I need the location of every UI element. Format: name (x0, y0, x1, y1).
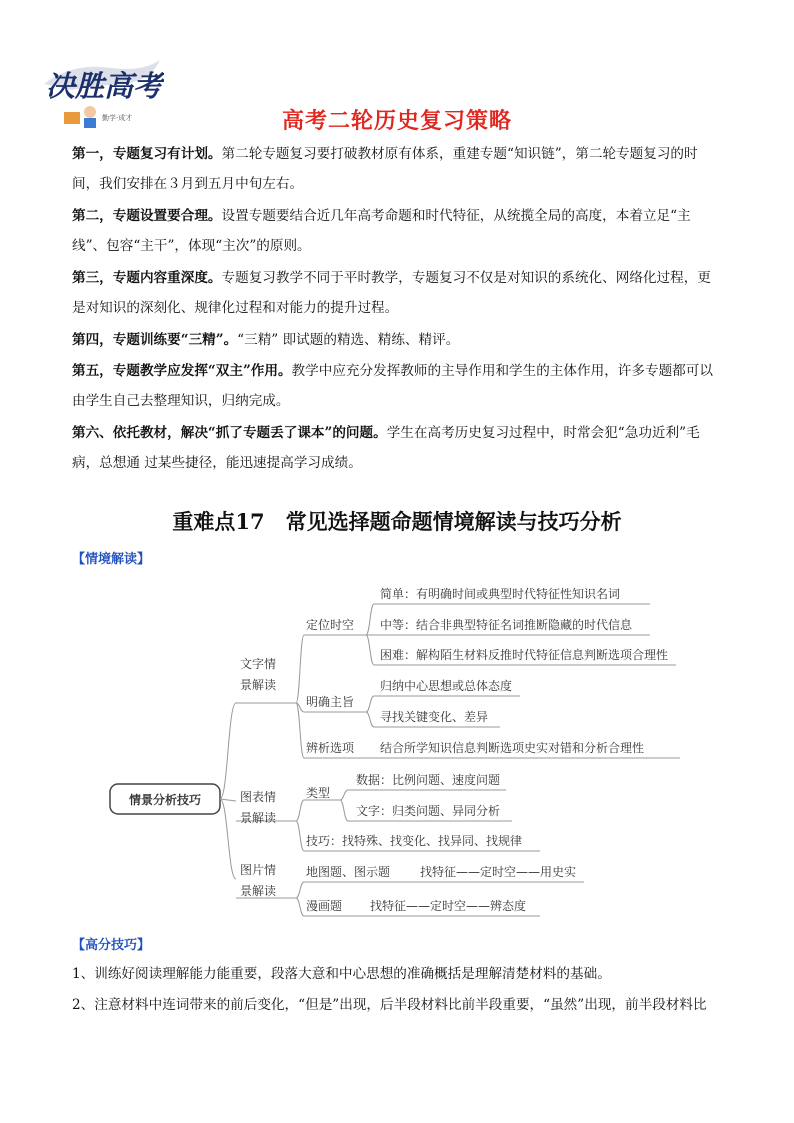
paragraph-lead: 第四，专题训练要“三精”。 (72, 332, 238, 348)
paragraph-lead: 第五，专题教学应发挥“双主”作用。 (72, 363, 292, 379)
paragraph-1 (72, 139, 724, 199)
tip-2: 2、注意材料中连词带来的前后变化，“但是”出现，后半段材料比前半段重要，“虽然”出现，前半段材料比 (72, 997, 707, 1013)
node-data: 数据：比例问题、速度问题 (356, 773, 501, 787)
branch-text-scenario-l1: 文字情 (240, 657, 277, 671)
tip-1: 1、训练好阅读理解能力能重要，段落大意和中心思想的准确概括是理解清楚材料的基础。 (72, 966, 611, 982)
node-map-diagram: 地图题、图示题 (306, 865, 391, 879)
section-tag-tips: 【高分技巧】 (72, 938, 151, 953)
node-summarize: 归纳中心思想或总体态度 (380, 679, 513, 693)
paragraph-5 (72, 356, 724, 416)
node-cartoon-method: 找特征——定时空——辨态度 (370, 899, 527, 913)
paragraph-body: “三精” 即试题的精选、精练、精评。 (237, 332, 460, 348)
node-cartoon: 漫画题 (306, 899, 343, 913)
node-hard: 困难：解构陌生材料反推时代特征信息判断选项合理性 (380, 648, 669, 662)
node-medium: 中等：结合非典型特征名词推断隐藏的时代信息 (380, 618, 633, 632)
node-judge-options: 结合所学知识信息判断选项史实对错和分析合理性 (380, 741, 645, 755)
branch-chart-scenario-l2: 景解读 (240, 811, 277, 825)
paragraph-body: 教学中应充分发挥教师的主导作用和学生的主体作用，许多专题都可以由学生自己去整理知识，归纳完成。 (72, 363, 713, 409)
paragraph-body: 专题复习教学不同于平时教学，专题复习不仅是对知识的系统化、网络化过程，更是对知识的深刻化、规律化过程和对能力的提升过程。 (72, 270, 711, 316)
branch-image-scenario-l2: 景解读 (240, 884, 277, 898)
paragraph-body: 学生在高考历史复习过程中，时常会犯“急功近利”毛病，总想通 过某些捷径，能迅速提高学习成绩。 (72, 425, 700, 471)
paragraph-body: 第二轮专题复习要打破教材原有体系，重建专题“知识链”，第二轮专题复习的时间，我们安排在３月到五月中旬左右。 (72, 146, 698, 192)
node-locate-time: 定位时空 (306, 618, 355, 632)
node-map-method: 找特征——定时空——用史实 (420, 865, 577, 879)
paragraph-lead: 第三，专题内容重深度。 (72, 270, 222, 286)
node-main-idea: 明确主旨 (306, 695, 355, 709)
logo-sub: 勤学·成才 (102, 114, 133, 122)
paragraph-6 (72, 418, 724, 478)
node-analyze-options: 辨析选项 (306, 741, 355, 755)
branch-chart-scenario-l1: 图表情 (240, 790, 277, 804)
paragraph-lead: 第六、依托教材，解决“抓了专题丢了课本”的问题。 (72, 425, 387, 441)
paragraph-3 (72, 263, 724, 323)
node-text: 文字：归类问题、异同分析 (356, 804, 501, 818)
node-chart-skills: 技巧：找特殊、找变化、找异同、找规律 (306, 834, 523, 848)
node-type: 类型 (306, 786, 331, 800)
branch-text-scenario-l2: 景解读 (240, 678, 277, 692)
branch-image-scenario-l1: 图片情 (240, 863, 277, 877)
mindmap-root: 情景分析技巧 (128, 793, 202, 807)
logo-text: 决胜高考 (46, 69, 163, 103)
paragraph-body: 设置专题要结合近几年高考命题和时代特征，从统揽全局的高度，本着立足“主线”、包容“主干”，体现“主次”的原则。 (72, 208, 691, 254)
paragraph-lead: 第一，专题复习有计划。 (72, 146, 222, 162)
paragraph-4 (72, 325, 724, 355)
paragraph-lead: 第二，专题设置要合理。 (72, 208, 222, 224)
paragraph-2 (72, 201, 724, 261)
page-title: 高考二轮历史复习策略 (281, 109, 512, 134)
node-simple: 简单：有明确时间或典型时代特征性知识名词 (380, 587, 621, 601)
section-tag-scenario: 【情境解读】 (72, 552, 151, 567)
node-find-change: 寻找关键变化、差异 (380, 710, 489, 724)
section-title: 重难点17 常见选择题命题情境解读与技巧分析 (172, 509, 622, 534)
